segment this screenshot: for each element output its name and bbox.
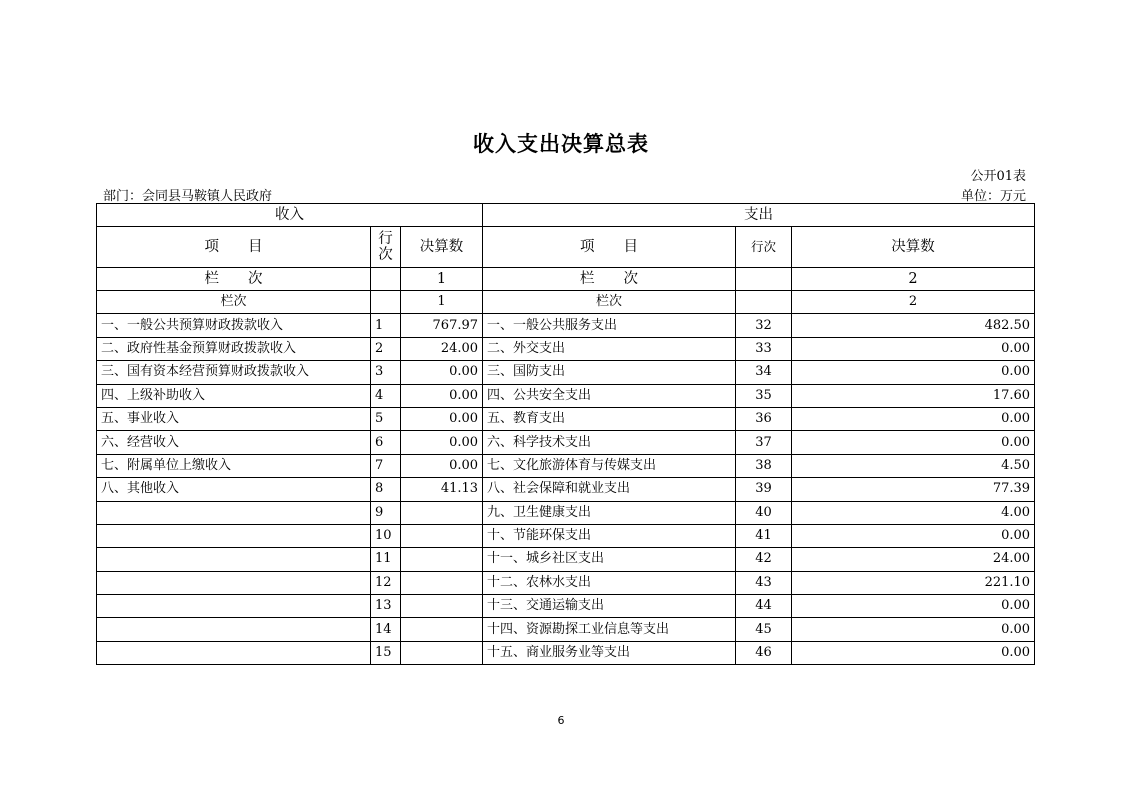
expenditure-item-header: 项 目 [483,227,736,268]
expenditure-amount-cell: 0.00 [792,361,1035,384]
expenditure-item-cell: 十一、城乡社区支出 [483,548,736,571]
income-item-cell: 五、事业收入 [97,407,371,430]
expenditure-amount-cell: 0.00 [792,407,1035,430]
expenditure-line-no-cell: 38 [736,454,792,477]
expenditure-line-no-cell: 33 [736,337,792,360]
income-line-no-cell: 3 [371,361,401,384]
expenditure-amount-cell: 0.00 [792,595,1035,618]
column-index-exp-2: 2 [792,291,1035,314]
column-header-row [97,227,1035,268]
income-line-no-cell: 12 [371,571,401,594]
expenditure-item-cell: 十三、交通运输支出 [483,595,736,618]
income-item-cell [97,571,371,594]
table-row [97,641,1035,664]
income-amount-cell [401,571,483,594]
expenditure-line-no-cell: 34 [736,361,792,384]
table-row [97,314,1035,337]
expenditure-amount-cell: 482.50 [792,314,1035,337]
expenditure-amount-cell: 0.00 [792,337,1035,360]
income-item-cell [97,595,371,618]
page-number: 6 [557,714,565,727]
column-index-exp-blank-2 [736,291,792,314]
expenditure-item-cell: 十四、资源勘探工业信息等支出 [483,618,736,641]
income-item-cell [97,524,371,547]
income-amount-cell: 0.00 [401,384,483,407]
expenditure-amount-cell: 0.00 [792,618,1035,641]
column-index-label-2: 栏次 [97,291,371,314]
expenditure-item-cell: 二、外交支出 [483,337,736,360]
unit-label: 单位：万元 [960,189,1026,204]
expenditure-line-no-cell: 41 [736,524,792,547]
income-section-header: 收入 [97,204,483,227]
expenditure-item-cell: 五、教育支出 [483,407,736,430]
table-row [97,407,1035,430]
expenditure-line-no-header: 行次 [736,227,792,268]
department-label: 部门：会同县马鞍镇人民政府 [103,189,273,204]
column-index-label: 栏 次 [97,268,371,291]
income-line-no-cell: 13 [371,595,401,618]
table-row [97,337,1035,360]
income-amount-cell: 0.00 [401,431,483,454]
line-no-top: 行 [378,231,393,247]
table-row [97,618,1035,641]
income-item-cell [97,548,371,571]
table-row [97,501,1035,524]
expenditure-item-cell: 三、国防支出 [483,361,736,384]
income-line-no-cell: 10 [371,524,401,547]
section-header-row [97,204,1035,227]
expenditure-amount-cell: 221.10 [792,571,1035,594]
income-line-no-cell: 8 [371,478,401,501]
page-title: 收入支出决算总表 [473,132,649,156]
column-index-exp-label-2: 栏次 [483,291,736,314]
income-item-cell: 四、上级补助收入 [97,384,371,407]
expenditure-item-cell: 七、文化旅游体育与传媒支出 [483,454,736,477]
expenditure-line-no-cell: 40 [736,501,792,524]
column-index-blank [371,268,401,291]
expenditure-line-no-cell: 37 [736,431,792,454]
income-amount-cell: 24.00 [401,337,483,360]
income-amount-header: 决算数 [401,227,483,268]
expenditure-amount-cell: 0.00 [792,431,1035,454]
table-row [97,454,1035,477]
income-item-cell: 二、政府性基金预算财政拨款收入 [97,337,371,360]
expenditure-line-no-cell: 45 [736,618,792,641]
expenditure-amount-cell: 0.00 [792,524,1035,547]
expenditure-item-cell: 六、科学技术支出 [483,431,736,454]
expenditure-item-cell: 九、卫生健康支出 [483,501,736,524]
expenditure-item-cell: 十、节能环保支出 [483,524,736,547]
column-index-income: 1 [401,268,483,291]
income-item-cell: 一、一般公共预算财政拨款收入 [97,314,371,337]
expenditure-amount-cell: 4.00 [792,501,1035,524]
table-row [97,571,1035,594]
income-line-no-cell: 7 [371,454,401,477]
form-code: 公开01表 [970,169,1026,184]
expenditure-item-cell: 一、一般公共服务支出 [483,314,736,337]
income-item-cell: 八、其他收入 [97,478,371,501]
table-row [97,478,1035,501]
income-amount-cell [401,641,483,664]
column-index-exp: 2 [792,268,1035,291]
income-item-header: 项 目 [97,227,371,268]
expenditure-amount-cell: 17.60 [792,384,1035,407]
table-row [97,595,1035,618]
income-amount-cell [401,595,483,618]
income-line-no-cell: 2 [371,337,401,360]
expenditure-item-cell: 四、公共安全支出 [483,384,736,407]
expenditure-line-no-cell: 35 [736,384,792,407]
expenditure-amount-header: 决算数 [792,227,1035,268]
expenditure-line-no-cell: 32 [736,314,792,337]
table-row [97,524,1035,547]
table-row [97,548,1035,571]
expenditure-line-no-cell: 43 [736,571,792,594]
income-item-cell [97,501,371,524]
expenditure-line-no-cell: 46 [736,641,792,664]
income-line-no-cell: 5 [371,407,401,430]
income-item-cell: 六、经营收入 [97,431,371,454]
income-amount-cell: 0.00 [401,407,483,430]
income-amount-cell [401,618,483,641]
column-index-blank-2 [371,291,401,314]
table-row [97,361,1035,384]
expenditure-line-no-cell: 44 [736,595,792,618]
expenditure-amount-cell: 4.50 [792,454,1035,477]
income-amount-cell: 0.00 [401,454,483,477]
expenditure-amount-cell: 24.00 [792,548,1035,571]
income-line-no-header [371,227,401,268]
income-line-no-cell: 11 [371,548,401,571]
expenditure-amount-cell: 0.00 [792,641,1035,664]
column-index-row [97,268,1035,291]
income-amount-cell [401,548,483,571]
budget-table [96,203,1035,665]
income-amount-cell: 41.13 [401,478,483,501]
expenditure-item-cell: 十五、商业服务业等支出 [483,641,736,664]
income-amount-cell: 0.00 [401,361,483,384]
column-index-row-2 [97,291,1035,314]
expenditure-item-cell: 八、社会保障和就业支出 [483,478,736,501]
income-line-no-cell: 6 [371,431,401,454]
income-item-cell [97,641,371,664]
income-line-no-cell: 4 [371,384,401,407]
table-row [97,431,1035,454]
income-line-no-cell: 1 [371,314,401,337]
expenditure-line-no-cell: 42 [736,548,792,571]
income-item-cell [97,618,371,641]
expenditure-section-header: 支出 [483,204,1035,227]
column-index-income-2: 1 [401,291,483,314]
income-line-no-cell: 9 [371,501,401,524]
income-amount-cell [401,501,483,524]
line-no-bottom: 次 [378,247,393,263]
income-line-no-cell: 15 [371,641,401,664]
income-item-cell: 七、附属单位上缴收入 [97,454,371,477]
expenditure-item-cell: 十二、农林水支出 [483,571,736,594]
income-line-no-cell: 14 [371,618,401,641]
table-row [97,384,1035,407]
income-amount-cell: 767.97 [401,314,483,337]
column-index-exp-blank [736,268,792,291]
income-item-cell: 三、国有资本经营预算财政拨款收入 [97,361,371,384]
expenditure-line-no-cell: 39 [736,478,792,501]
income-amount-cell [401,524,483,547]
expenditure-line-no-cell: 36 [736,407,792,430]
column-index-exp-label: 栏 次 [483,268,736,291]
expenditure-amount-cell: 77.39 [792,478,1035,501]
